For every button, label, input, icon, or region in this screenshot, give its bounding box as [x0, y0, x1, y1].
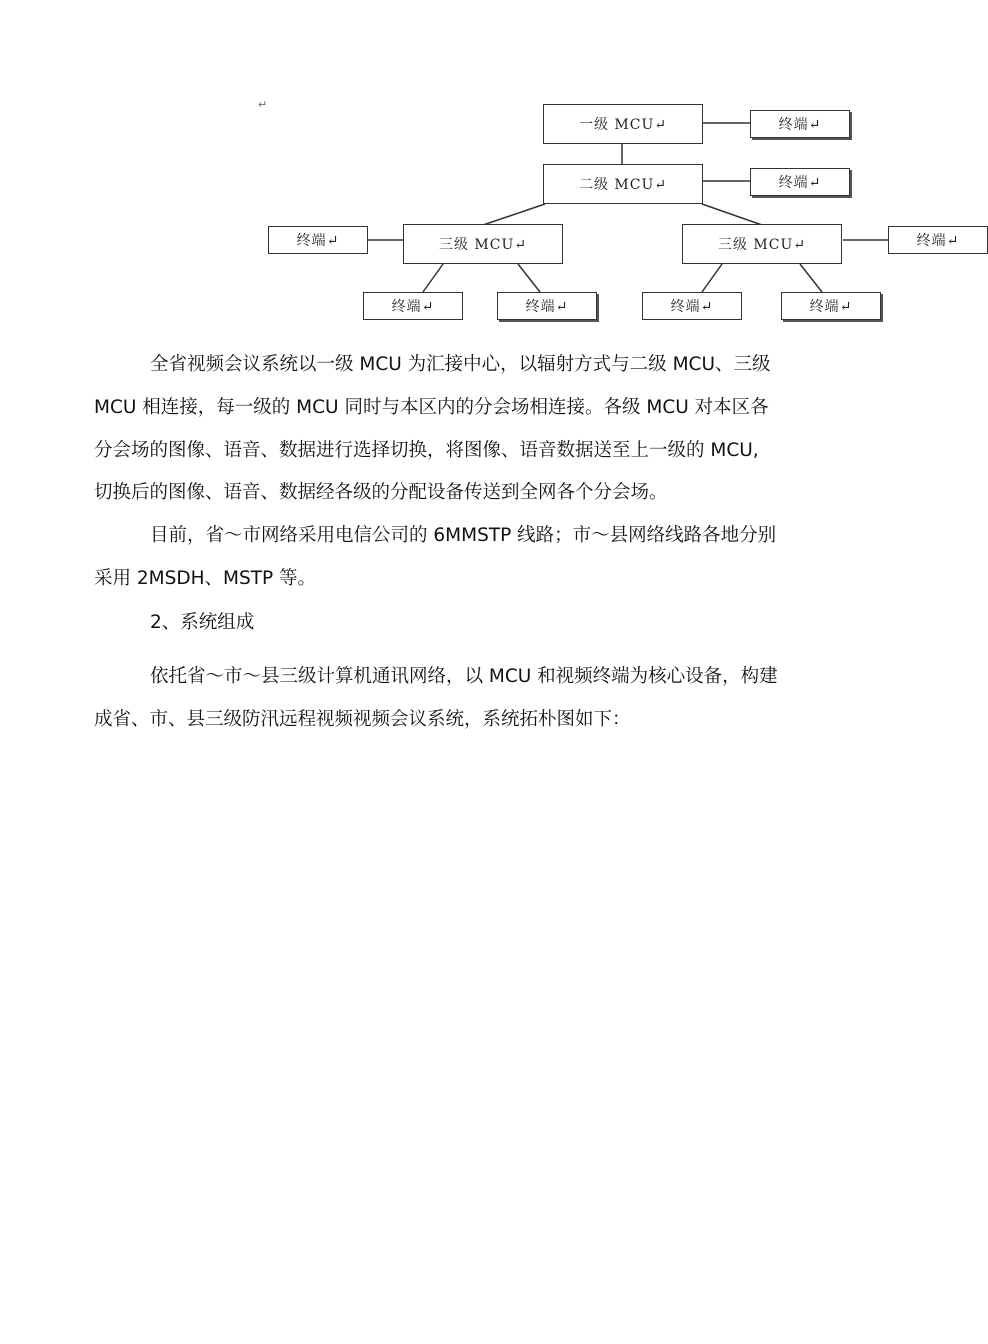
topology-diagram: [0, 0, 960, 330]
terminal-box-l3-left-1: 终端↵: [363, 292, 463, 320]
connector-l2-l3-left: [483, 204, 545, 225]
mcu-level3-left-box: 三级 MCU↵: [403, 224, 563, 264]
terminal-box-l3-left-2: 终端↵: [497, 292, 597, 320]
para1-line1: 全省视频会议系统以一级 MCU 为汇接中心，以辐射方式与二级 MCU、三级: [150, 354, 771, 375]
mcu-level2-box: 二级 MCU↵: [543, 164, 703, 204]
connector-l3-left-t2: [518, 264, 540, 292]
terminal-box-l2: 终端↵: [750, 168, 850, 196]
para1-line2: MCU 相连接，每一级的 MCU 同时与本区内的分会场相连接。各级 MCU 对本区各: [94, 397, 769, 418]
connector-l3-left-t1: [423, 264, 443, 292]
para1-line4: 切换后的图像、语音、数据经各级的分配设备传送到全网各个分会场。: [94, 482, 668, 503]
section-heading: 2、系统组成: [150, 612, 255, 633]
mcu-level1-box: 一级 MCU↵: [543, 104, 703, 144]
mcu-level3-right-box: 三级 MCU↵: [682, 224, 842, 264]
diagram-connectors: [0, 0, 950, 330]
terminal-box-l3-right-side: 终端↵: [888, 226, 988, 254]
terminal-box-l3-left-side: 终端↵: [268, 226, 368, 254]
para1-line3: 分会场的图像、语音、数据进行选择切换，将图像、语音数据送至上一级的 MCU,: [94, 440, 759, 461]
terminal-box-l3-right-2: 终端↵: [781, 292, 881, 320]
connector-l3-right-t2: [800, 264, 822, 292]
connector-l3-right-t1: [702, 264, 722, 292]
paragraph-mark: ↵: [258, 98, 268, 111]
terminal-box-l3-right-1: 终端↵: [642, 292, 742, 320]
para3-line1: 依托省～市～县三级计算机通讯网络，以 MCU 和视频终端为核心设备，构建: [150, 666, 778, 687]
para2-line2: 采用 2MSDH、MSTP 等。: [94, 568, 317, 589]
para3-line2: 成省、市、县三级防汛远程视频视频会议系统，系统拓朴图如下：: [94, 709, 631, 730]
terminal-box-l1: 终端↵: [750, 110, 850, 138]
para2-line1: 目前，省～市网络采用电信公司的 6MMSTP 线路；市～县网络线路各地分别: [150, 525, 777, 546]
connector-l2-l3-right: [702, 204, 762, 225]
